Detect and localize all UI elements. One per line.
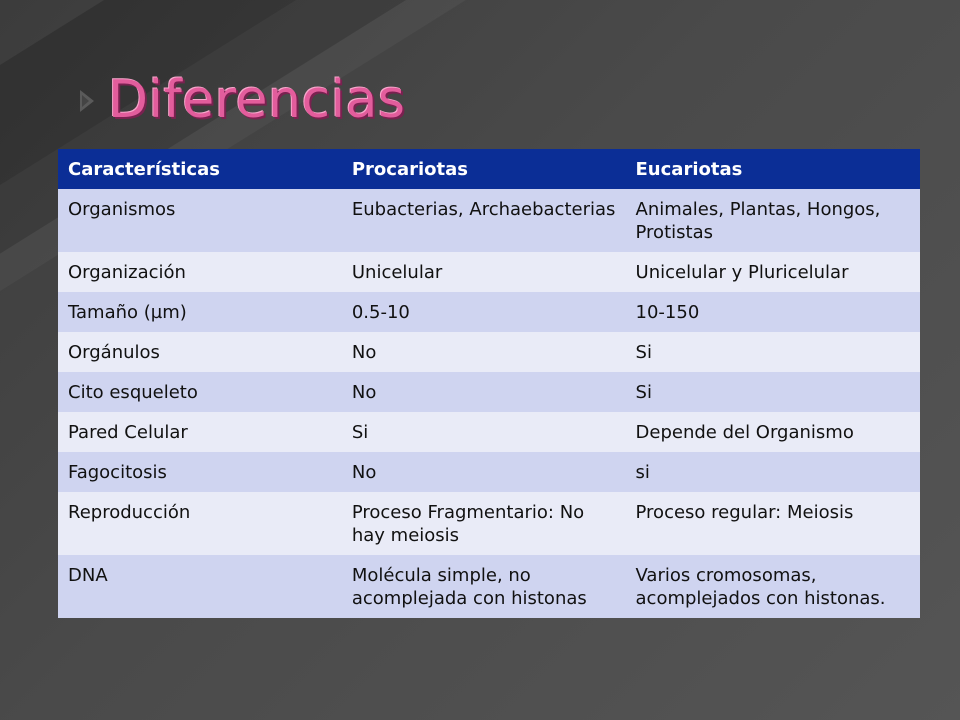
table-cell: Proceso regular: Meiosis [626,492,920,555]
table-cell: Si [342,412,626,452]
table-cell: Depende del Organismo [626,412,920,452]
column-header: Características [58,149,342,189]
table-row [58,292,920,332]
table-cell: Molécula simple, no acomplejada con histonas [342,555,626,618]
table-cell: Reproducción [58,492,342,555]
table-row [58,492,920,555]
table-cell: Si [626,332,920,372]
table-cell: 0.5-10 [342,292,626,332]
table-header-row [58,149,920,189]
table-cell: si [626,452,920,492]
column-header: Eucariotas [626,149,920,189]
comparison-table [58,149,920,618]
table-cell: Eubacterias, Archaebacterias [342,189,626,252]
table-row [58,555,920,618]
table-row [58,372,920,412]
table-cell: Organización [58,252,342,292]
table-cell: Organismos [58,189,342,252]
table-cell: No [342,332,626,372]
table-cell: Si [626,372,920,412]
table-row [58,252,920,292]
table-cell: Fagocitosis [58,452,342,492]
table-cell: Proceso Fragmentario: No hay meiosis [342,492,626,555]
table-cell: 10-150 [626,292,920,332]
slide-title: Diferencias [108,70,406,130]
chevron-right-icon [80,90,94,112]
table-cell: No [342,452,626,492]
table-cell: DNA [58,555,342,618]
table-cell: Unicelular [342,252,626,292]
table-cell: Cito esqueleto [58,372,342,412]
table-cell: Orgánulos [58,332,342,372]
table-row [58,452,920,492]
column-header: Procariotas [342,149,626,189]
table-cell: Animales, Plantas, Hongos, Protistas [626,189,920,252]
table-row [58,412,920,452]
table-cell: Pared Celular [58,412,342,452]
table-row [58,332,920,372]
table-cell: Unicelular y Pluricelular [626,252,920,292]
table-cell: No [342,372,626,412]
table-row [58,189,920,252]
table-cell: Tamaño (µm) [58,292,342,332]
table-cell: Varios cromosomas, acomplejados con histonas. [626,555,920,618]
